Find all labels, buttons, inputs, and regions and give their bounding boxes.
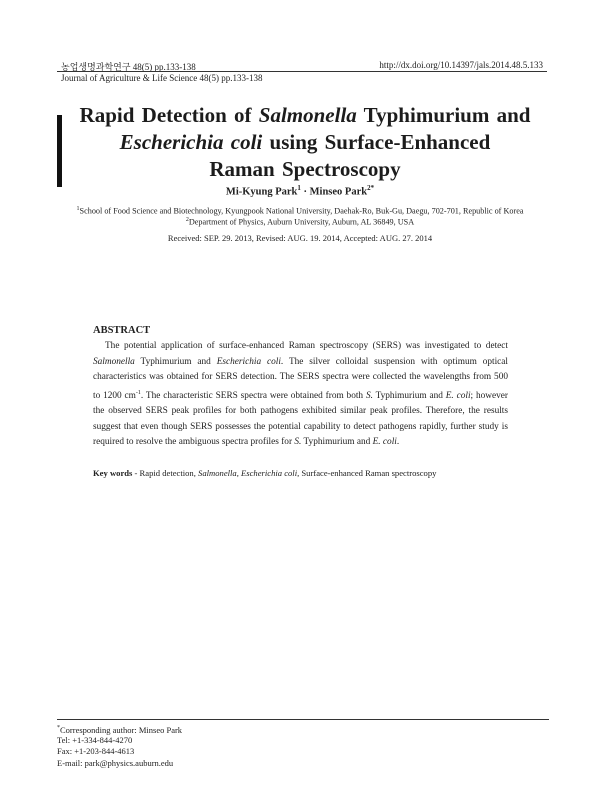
abstract-italic: Salmonella	[93, 356, 135, 367]
title-line-2	[70, 129, 540, 156]
title-text: using Surface-Enhanced	[262, 130, 491, 154]
doi-link[interactable]: http://dx.doi.org/10.14397/jals.2014.48.5.133	[379, 60, 543, 70]
author-affiliation-mark: 1	[297, 184, 301, 192]
abstract-italic: S.	[294, 437, 302, 448]
footnote-tel: Tel: +1-334-844-4270	[57, 735, 133, 745]
header-rule	[57, 71, 547, 72]
footnote-fax: Fax: +1-203-844-4613	[57, 746, 135, 756]
abstract-text: Typhimurium and	[372, 390, 446, 401]
footnote-text: Corresponding author: Minseo Park	[60, 724, 183, 735]
affiliation-mark: 2	[185, 217, 189, 223]
author-affiliation-mark: 2*	[367, 184, 375, 192]
abstract-text: ; however the observed SERS peak profiles for both pathogens exhibited similar peak profiles. Therefore, the results suggest that even though SERS possesses the potential capability to detect pathogens rapidly, further study is required to resolve the ambiguous spectra profiles for	[93, 390, 508, 448]
author-list	[0, 184, 600, 198]
journal-name-korean: 농업생명과학연구 48(5) pp.133-138	[61, 62, 196, 72]
footnote-email[interactable]: E-mail: park@physics.auburn.edu	[57, 758, 174, 768]
abstract-italic: Escherichia coli	[216, 356, 281, 367]
abstract-text: .	[396, 437, 400, 448]
abstract-heading: ABSTRACT	[93, 325, 151, 336]
abstract-italic: S.	[365, 390, 373, 401]
abstract-text: . The characteristic SERS spectra were obtained from both	[140, 390, 366, 401]
keywords-label: Key words	[93, 468, 133, 478]
affiliation-text: School of Food Science and Biotechnology, Kyungpook National University, Daehak-Ro, Buk-Gu, Daegu, 702-701, Republic of Korea	[79, 206, 524, 216]
footnote-mark: *	[57, 725, 60, 731]
abstract-text: The potential application of surface-enhanced Raman spectroscopy (SERS) was investigated to detect	[105, 341, 508, 351]
title-line-1	[70, 102, 540, 129]
title-text: Typhimurium and	[356, 103, 531, 127]
author-separator: ·	[300, 186, 310, 198]
abstract-text: Typhimurium and	[134, 356, 217, 367]
title-side-bar	[57, 115, 62, 187]
title-text: Rapid Detection of	[79, 103, 259, 127]
journal-name-english: Journal of Agriculture & Life Science 48(5) pp.133-138	[61, 73, 263, 83]
abstract-italic: E. coli	[372, 437, 397, 448]
keywords-text: ,	[236, 468, 241, 478]
keyword-italic: Escherichia coli	[241, 468, 298, 478]
abstract-text: . The silver colloidal suspension with optimum optical characteristics was obtained for SERS detection. The SERS spectra were collected the wavelengths from 500 to 1200 cm	[93, 356, 508, 401]
keywords-text: , Surface-enhanced Raman spectroscopy	[297, 468, 437, 478]
affiliation-2	[40, 217, 560, 227]
abstract-text: Typhimurium and	[301, 437, 373, 448]
title-italic-text: Salmonella	[258, 103, 357, 127]
title-italic-text: Escherichia coli	[119, 130, 263, 154]
keywords	[93, 468, 436, 478]
received-dates: Received: SEP. 29. 2013, Revised: AUG. 19. 2014, Accepted: AUG. 27. 2014	[167, 233, 433, 243]
abstract-body	[93, 339, 508, 451]
keyword-italic: Salmonella	[198, 468, 237, 478]
affiliation-text: Department of Physics, Auburn University, Auburn, AL 36849, USA	[188, 217, 415, 227]
affiliation-1	[40, 206, 560, 216]
author-name: Mi-Kyung Park	[225, 186, 298, 198]
keywords-text: - Rapid detection,	[132, 468, 199, 478]
title-line-3: Raman Spectroscopy	[209, 157, 401, 181]
abstract-superscript: -1	[135, 389, 141, 396]
paper-title	[70, 102, 540, 183]
affiliation-mark: 1	[76, 206, 80, 212]
abstract-italic: E. coli	[445, 390, 471, 401]
footnote-rule	[57, 719, 549, 720]
author-name: Minseo Park	[309, 186, 368, 198]
